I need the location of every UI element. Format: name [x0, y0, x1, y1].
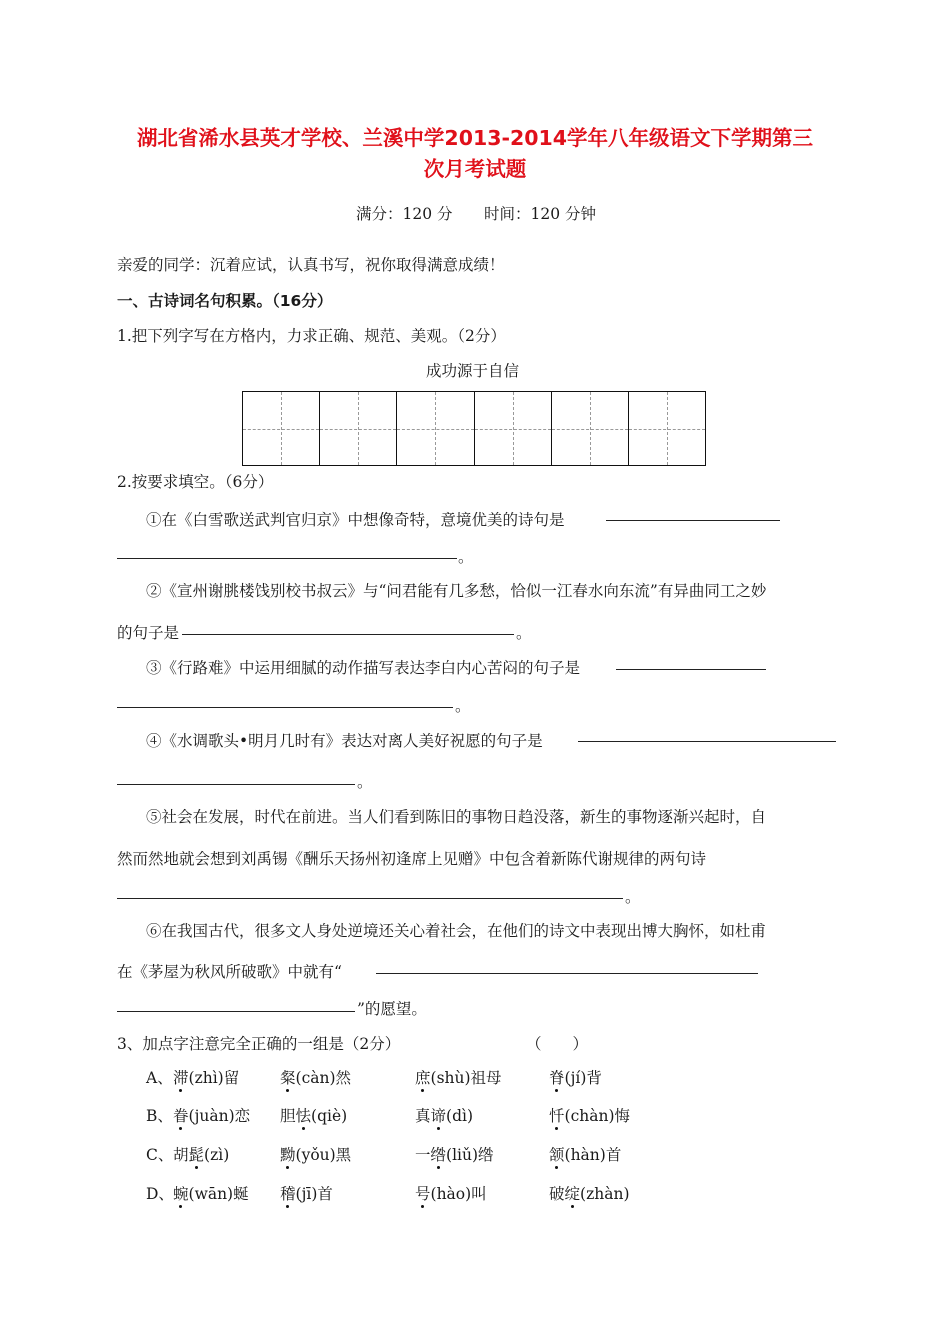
emphasized-char: 稽	[280, 1185, 296, 1203]
grid-cell[interactable]	[552, 392, 629, 465]
q2-item-6-blank-b[interactable]	[117, 1011, 355, 1012]
q2-item-3-text: ③《行路难》中运用细腻的动作描写表达李白内心苦闷的句子是	[146, 659, 581, 677]
q2-item-6-text-cont: 在《茅屋为秋风所破歌》中就有“	[117, 963, 342, 981]
emphasized-char: 号	[415, 1185, 431, 1203]
answer-parentheses[interactable]: （ ）	[526, 1035, 589, 1053]
q2-item-2-blank[interactable]	[182, 634, 514, 635]
pinyin-text: (hào)叫	[430, 1185, 487, 1203]
q2-item-4-period: 。	[357, 773, 373, 791]
question-3-prompt: 3、加点字注意完全正确的一组是（2分）	[117, 1035, 401, 1053]
question-2-prompt: 2.按要求填空。（6分）	[117, 473, 274, 491]
pinyin-text: (chàn)悔	[564, 1107, 630, 1125]
emphasized-char: 庶	[415, 1069, 431, 1087]
word-item	[415, 1104, 473, 1126]
q2-item-1-blank-a[interactable]	[606, 520, 780, 521]
full-score: 满分：120 分	[356, 205, 453, 223]
word-item	[415, 1182, 487, 1204]
word-item	[280, 1066, 351, 1088]
word-item	[415, 1143, 494, 1165]
emphasized-char: 颔	[549, 1146, 565, 1164]
emphasized-char: 粲	[280, 1069, 296, 1087]
question-1-phrase: 成功源于自信	[426, 362, 520, 380]
q2-item-4-blank-b[interactable]	[117, 784, 355, 785]
section-heading: 一、古诗词名句积累。（16分）	[117, 292, 333, 310]
q2-item-2-period: 。	[516, 624, 532, 642]
document-title-line1: 湖北省浠水县英才学校、兰溪中学2013-2014学年八年级语文下学期第三	[136, 126, 814, 150]
q2-item-3-period: 。	[455, 697, 471, 715]
word-item	[173, 1143, 229, 1165]
q2-item-2-text: ②《宣州谢朓楼饯别校书叔云》与“问君能有几多愁，恰似一江春水向东流”有异曲同工之妙	[146, 582, 767, 600]
word-item	[280, 1143, 351, 1165]
word-item	[415, 1066, 502, 1088]
emphasized-char: 绽	[564, 1185, 581, 1203]
pinyin-text: (zhàn)	[580, 1185, 630, 1203]
q2-item-1-blank-b[interactable]	[117, 558, 457, 559]
emphasized-char: 眷	[173, 1107, 189, 1125]
writing-grid[interactable]	[242, 391, 706, 466]
pinyin-text: (wān)蜒	[188, 1185, 249, 1203]
grid-cell[interactable]	[320, 392, 397, 465]
word-char: 一	[415, 1146, 431, 1164]
pinyin-text: (hàn)首	[564, 1146, 622, 1164]
q2-item-4-blank-a[interactable]	[578, 741, 836, 742]
q2-item-6-blank-a[interactable]	[376, 973, 758, 974]
greeting: 亲爱的同学：沉着应试，认真书写，祝你取得满意成绩！	[117, 256, 505, 274]
word-char: 真	[415, 1107, 431, 1125]
word-item	[280, 1182, 333, 1204]
question-1-prompt: 1.把下列字写在方格内，力求正确、规范、美观。（2分）	[117, 327, 506, 345]
q2-item-1-period: 。	[458, 548, 474, 566]
pinyin-text: (zì)	[204, 1146, 230, 1164]
pinyin-text: (dì)	[446, 1107, 474, 1125]
q2-item-3-blank-b[interactable]	[117, 707, 453, 708]
word-item	[549, 1104, 630, 1126]
word-char: 破	[549, 1185, 565, 1203]
option-label[interactable]: C、	[146, 1146, 174, 1164]
pinyin-text: (qiè)	[311, 1107, 348, 1125]
word-char: 胆	[280, 1107, 296, 1125]
exam-time: 时间：120 分钟	[484, 205, 597, 223]
pinyin-text: (jí)背	[564, 1069, 602, 1087]
q2-item-5-text-cont: 然而然地就会想到刘禹锡《酬乐天扬州初逢席上见赠》中包含着新陈代谢规律的两句诗	[117, 850, 707, 868]
pinyin-text: (shù)祖母	[430, 1069, 502, 1087]
pinyin-text: (jī)首	[295, 1185, 333, 1203]
grid-cell[interactable]	[475, 392, 552, 465]
emphasized-char: 髭	[188, 1146, 205, 1164]
emphasized-char: 蜿	[173, 1185, 189, 1203]
emphasized-char: 滞	[173, 1069, 189, 1087]
q2-item-5-blank[interactable]	[117, 898, 623, 899]
document-title-line2: 次月考试题	[423, 157, 527, 181]
option-label[interactable]: B、	[146, 1107, 173, 1125]
pinyin-text: (càn)然	[295, 1069, 352, 1087]
pinyin-text: (liǔ)绺	[446, 1146, 494, 1164]
emphasized-char: 忏	[549, 1107, 565, 1125]
word-item	[173, 1104, 250, 1126]
q2-item-5-period: 。	[625, 888, 641, 906]
word-item	[549, 1143, 621, 1165]
option-label[interactable]: A、	[146, 1069, 173, 1087]
grid-cell[interactable]	[397, 392, 474, 465]
q2-item-6-text: ⑥在我国古代，很多文人身处逆境还关心着社会，在他们的诗文中表现出博大胸怀，如杜甫	[146, 922, 767, 940]
grid-cell[interactable]	[243, 392, 320, 465]
pinyin-text: (yǒu)黑	[295, 1146, 352, 1164]
word-char: 胡	[173, 1146, 189, 1164]
pinyin-text: (zhì)留	[188, 1069, 240, 1087]
q2-item-4-text: ④《水调歌头•明月几时有》表达对离人美好祝愿的句子是	[146, 732, 543, 750]
q2-item-5-text: ⑤社会在发展，时代在前进。当人们看到陈旧的事物日趋没落，新生的事物逐渐兴起时，自	[146, 808, 767, 826]
q2-item-3-blank-a[interactable]	[616, 669, 766, 670]
q2-item-6-closing: ”的愿望。	[357, 1000, 427, 1018]
word-item	[173, 1066, 239, 1088]
emphasized-char: 黝	[280, 1146, 296, 1164]
emphasized-char: 谛	[430, 1107, 447, 1125]
emphasized-char: 脊	[549, 1069, 565, 1087]
word-item	[549, 1066, 602, 1088]
emphasized-char: 怯	[295, 1107, 312, 1125]
pinyin-text: (juàn)恋	[188, 1107, 251, 1125]
option-label[interactable]: D、	[146, 1185, 174, 1203]
q2-item-1-text: ①在《白雪歌送武判官归京》中想像奇特，意境优美的诗句是	[146, 511, 565, 529]
emphasized-char: 绺	[430, 1146, 447, 1164]
q2-item-2-text-cont: 的句子是	[117, 624, 180, 642]
grid-cell[interactable]	[629, 392, 705, 465]
word-item	[173, 1182, 249, 1204]
word-item	[549, 1182, 630, 1204]
word-item	[280, 1104, 347, 1126]
